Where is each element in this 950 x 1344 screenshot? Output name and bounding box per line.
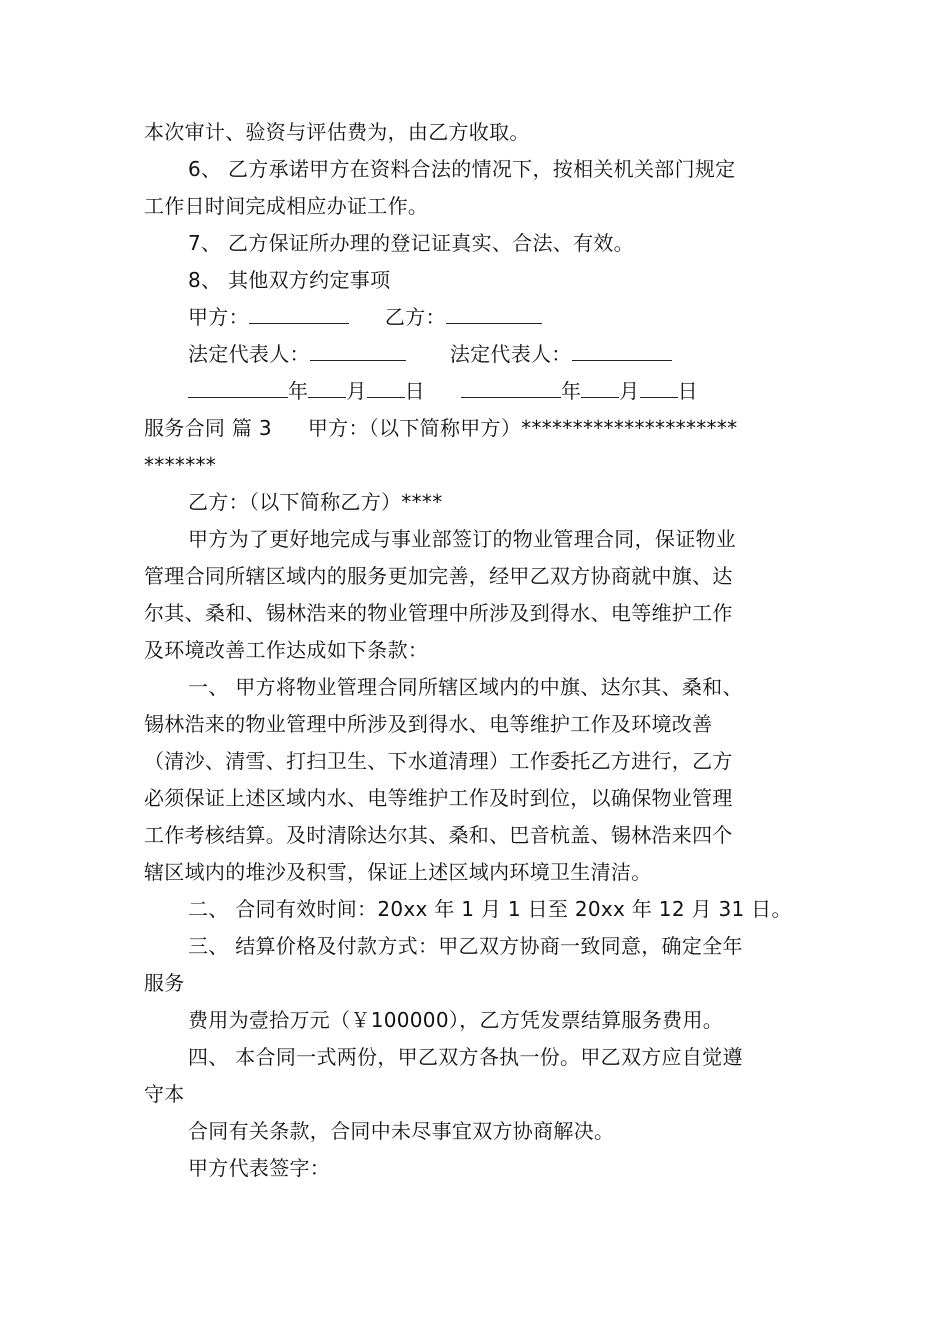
text-line: 合同有关条款，合同中未尽事宜双方协商解决。 [188,1119,615,1143]
clause-term: 二、 合同有效时间：20xx 年 1 月 1 日至 20xx 年 12 月 31 日。 [188,897,792,921]
text-line: 工作日时间完成相应办证工作。 [144,194,429,218]
paragraph-text: 锡林浩来的物业管理中所涉及到得水、电等维护工作及环境改善 [144,712,713,736]
text-line [144,780,808,817]
clause-6-text: 6、 乙方承诺甲方在资料合法的情况下，按相关机关部门规定 [188,157,736,181]
legal-rep-b-label: 法定代表人： [449,342,572,366]
section-title: 服务合同 篇 3 [144,416,272,440]
text-line [144,928,808,965]
paragraph-text: 甲方为了更好地完成与事业部签订的物业管理合同，保证物业 [188,527,737,551]
party-b-blank [446,301,542,324]
text-line [144,151,808,188]
heading-party-a: 甲方：（以下简称甲方）********************* [307,416,738,440]
year-blank-b [461,375,561,398]
party-b-intro: 乙方：（以下简称乙方）**** [188,490,443,514]
date-row [144,373,808,410]
signature-party-row [144,299,808,336]
month-blank-a [308,375,346,398]
text-line [144,1039,808,1076]
text-line [144,669,808,706]
text-line [144,558,808,595]
legal-rep-a-label: 法定代表人： [188,342,310,366]
text-line: 辖区域内的堆沙及积雪，保证上述区域内环境卫生清洁。 [144,860,652,884]
text-line: ******* [144,453,217,477]
section-heading [144,410,808,447]
paragraph-text: （清沙、清雪、打扫卫生、下水道清理）工作委托乙方进行，乙方 [144,749,733,773]
party-b-label: 乙方： [384,305,446,329]
month-blank-b [581,375,619,398]
party-a-label: 甲方： [188,305,249,329]
paragraph-text: 管理合同所辖区域内的服务更加完善，经甲乙双方协商就中旗、达 [144,564,733,588]
contract-text [144,114,808,1187]
text-line: 费用为壹拾万元（￥100000），乙方凭发票结算服务费用。 [188,1008,724,1032]
text-line: 及环境改善工作达成如下条款： [144,638,429,662]
day-label: 日 [404,379,425,403]
paragraph-text: 四、 本合同一式两份，甲乙双方各执一份。甲乙双方应自觉遵 [188,1045,743,1069]
text-line [144,595,808,632]
clause-7-text: 7、 乙方保证所办理的登记证真实、合法、有效。 [188,231,634,255]
clause-8-text: 8、 其他双方约定事项 [188,268,391,292]
text-line [144,706,808,743]
text-line [144,817,808,854]
signature-label: 甲方代表签字： [188,1156,331,1180]
paragraph-text: 必须保证上述区域内水、电等维护工作及时到位，以确保物业管理 [144,786,733,810]
paragraph-text: 尔其、桑和、锡林浩来的物业管理中所涉及到得水、电等维护工作 [144,601,733,625]
paragraph-text: 工作考核结算。及时清除达尔其、桑和、巴音杭盖、锡林浩来四个 [144,823,733,847]
text-line [144,743,808,780]
legal-rep-row [144,336,808,373]
year-label: 年 [288,379,309,403]
day-blank-b [640,375,678,398]
year-blank-a [188,375,288,398]
legal-rep-b-blank [572,338,672,361]
text-line: 服务 [144,971,185,995]
year-label: 年 [560,379,582,403]
day-blank-a [367,375,405,398]
text-line: 本次审计、验资与评估费为，由乙方收取。 [144,120,530,144]
text-line: 守本 [144,1082,185,1106]
day-label: 日 [677,379,698,403]
legal-rep-a-blank [310,338,406,361]
month-label: 月 [619,379,640,403]
month-label: 月 [346,379,367,403]
party-a-blank [249,301,349,324]
paragraph-text: 三、 结算价格及付款方式：甲乙双方协商一致同意，确定全年 [188,934,743,958]
text-line [144,521,808,558]
paragraph-text: 一、 甲方将物业管理合同所辖区域内的中旗、达尔其、桑和、 [188,675,743,699]
